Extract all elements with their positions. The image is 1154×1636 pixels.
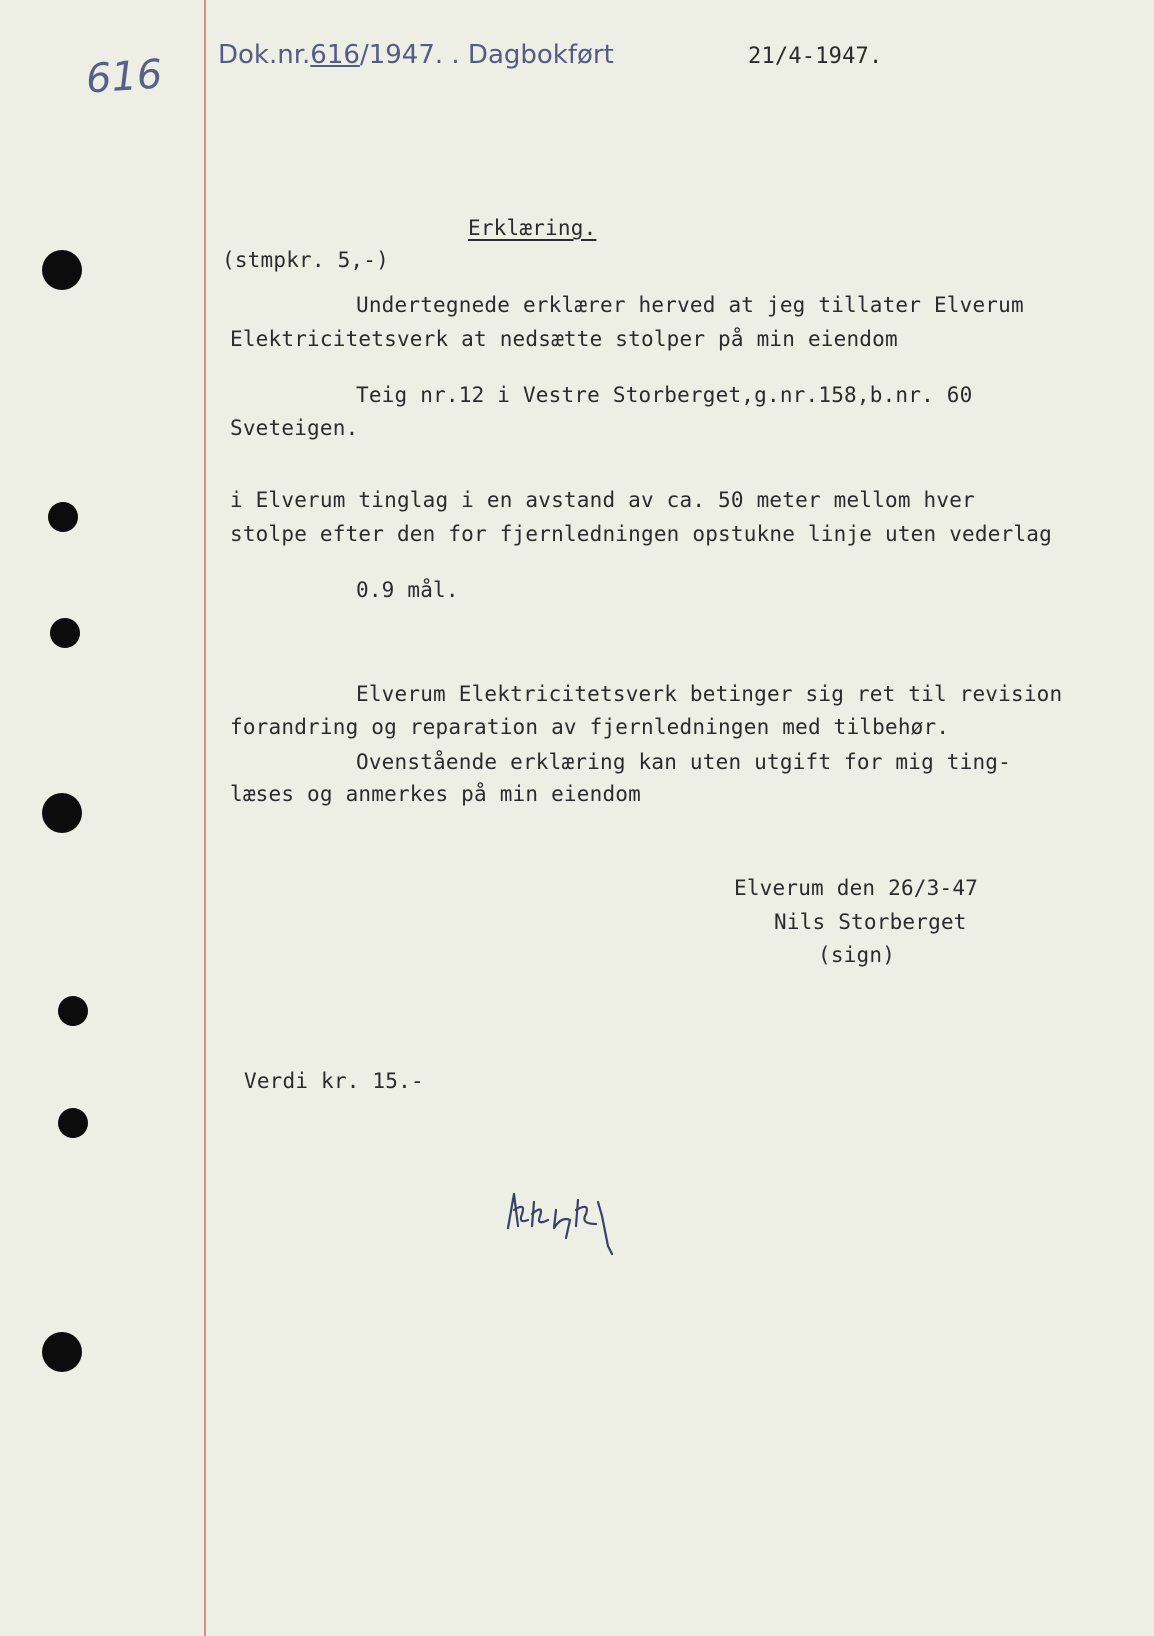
document-title: Erklæring.	[468, 216, 597, 240]
stamp-prefix: Dok.nr.	[218, 40, 311, 70]
punch-hole	[58, 1108, 88, 1138]
body-line: Undertegnede erklærer herved at jeg tillater Elverum	[356, 293, 1024, 317]
registry-stamp	[218, 40, 614, 70]
punch-hole	[50, 618, 80, 648]
handwritten-initials	[500, 1180, 660, 1260]
margin-number: 616	[84, 51, 164, 103]
value-line: Verdi kr. 15.-	[244, 1069, 424, 1093]
body-line: Sveteigen.	[230, 416, 359, 440]
stamp-duty: (stmpkr. 5,-)	[222, 248, 389, 272]
punch-hole	[58, 996, 88, 1026]
margin-rule	[204, 0, 206, 1636]
doc-number: 616	[310, 40, 360, 70]
signed-note: (sign)	[818, 943, 896, 967]
punch-hole	[42, 250, 82, 290]
signer-name: Nils Storberget	[774, 910, 967, 934]
punch-hole	[42, 793, 82, 833]
body-line: i Elverum tinglag i en avstand av ca. 50 meter mellom hver	[230, 488, 975, 512]
body-line: Elektricitetsverk at nedsætte stolper på min eiendom	[230, 327, 898, 351]
stamp-year: /1947. . Dagbokført	[359, 40, 614, 70]
body-line: Teig nr.12 i Vestre Storberget,g.nr.158,b.nr. 60	[356, 383, 973, 407]
place-date: Elverum den 26/3-47	[734, 876, 979, 900]
body-line: Ovenstående erklæring kan uten utgift for mig ting-	[356, 750, 1011, 774]
body-line: forandring og reparation av fjernledningen med tilbehør.	[230, 715, 950, 739]
body-line: stolpe efter den for fjernledningen opstukne linje uten vederlag	[230, 522, 1052, 546]
stamp-date: 21/4-1947.	[748, 44, 883, 69]
punch-hole	[42, 1332, 82, 1372]
body-line: læses og anmerkes på min eiendom	[230, 782, 641, 806]
body-line: Elverum Elektricitetsverk betinger sig ret til revision	[356, 682, 1063, 706]
punch-hole	[48, 502, 78, 532]
body-line: 0.9 mål.	[356, 578, 459, 602]
